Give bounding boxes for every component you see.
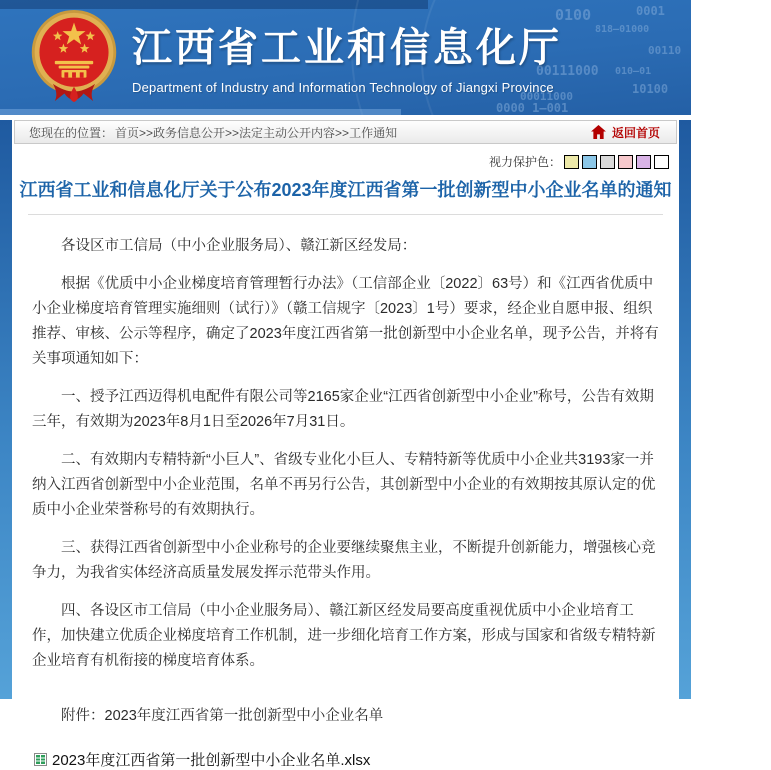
national-emblem-icon [26, 8, 122, 106]
page-title: 江西省工业和信息化厅关于公布2023年度江西省第一批创新型中小企业名单的通知 [19, 180, 672, 200]
item-1-paragraph: 一、授予江西迈得机电配件有限公司等2165家企业“江西省创新型中小企业”称号，公告有效期三年，有效期为2023年8月1日至2026年7月31日。 [32, 389, 654, 430]
vision-swatch-pink[interactable] [618, 155, 633, 169]
return-home-label: 返回首页 [611, 125, 660, 140]
right-border-decoration [679, 120, 691, 699]
decor-digit: 0001 [636, 4, 665, 18]
item-4-paragraph: 四、各设区市工信局（中小企业服务局）、赣江新区经发局要高度重视优质中小企业培育工作，加快建立优质企业梯度培育工作机制，进一步细化培育工作方案，形成与国家和省级专精特新企业培育有机衔接的梯度培育体系。 [32, 603, 656, 669]
decor-digit: 00111000 [536, 64, 599, 79]
vision-swatch-yellow[interactable] [564, 155, 579, 169]
vision-swatch-blue[interactable] [582, 155, 597, 169]
attachment-label: 附件：2023年度江西省第一批创新型中小企业名单 [61, 708, 384, 724]
excel-file-icon [34, 753, 47, 766]
breadcrumb-label: 您现在的位置： [29, 125, 114, 140]
return-home-button[interactable] [591, 124, 660, 141]
decor-digit: 10100 [632, 82, 669, 96]
vision-swatch-gray[interactable] [600, 155, 615, 169]
decor-digit: 818—01000 [595, 24, 650, 35]
intro-paragraph: 根据《优质中小企业梯度培育管理暂行办法》（工信部企业〔2022〕63号）和《江西省优质中小企业梯度培育管理实施细则（试行）》（赣工信规字〔2023〕1号）要求，经企业自愿申报、组织推荐、审核、公示等程序，确定了2023年度江西省第一批创新型中小企业名单，现予公告，并将有关事项通知如下： [32, 276, 659, 367]
left-border-decoration [0, 120, 12, 699]
decor-digit: 0100 [555, 6, 592, 24]
vision-color-label: 视力保护色： [488, 155, 561, 169]
vision-swatch-white[interactable] [654, 155, 669, 169]
content-shell [0, 120, 691, 769]
item-3-paragraph: 三、获得江西省创新型中小企业称号的企业要继续聚焦主业，不断提升创新能力，增强核心竞争力，为我省实体经济高质量发展发挥示范带头作用。 [32, 540, 656, 581]
home-icon [591, 125, 606, 139]
site-title-english: Department of Industry and Information Technology of Jiangxi Province [132, 80, 554, 95]
vision-color-row [0, 144, 691, 170]
site-banner [0, 0, 691, 115]
attachment-link[interactable] [34, 749, 659, 770]
breadcrumb [29, 124, 397, 141]
salutation-paragraph: 各设区市工信局（中小企业服务局）、赣江新区经发局： [61, 238, 417, 254]
vision-swatch-purple[interactable] [636, 155, 651, 169]
breadcrumb-bar [14, 120, 677, 144]
attachment-file-name: 2023年度江西省第一批创新型中小企业名单.xlsx [52, 752, 371, 769]
site-title: 江西省工业和信息化厅 [132, 26, 562, 70]
decor-digit: 00011000 [520, 90, 573, 103]
banner-titles [132, 16, 562, 95]
decor-digit: 0000 1—001 [496, 101, 569, 115]
decor-digit: 010—01 [615, 66, 652, 77]
item-2-paragraph: 二、有效期内专精特新“小巨人”、省级专业化小巨人、专精特新等优质中小企业共3193家一并纳入江西省创新型中小企业范围，名单不再另行公告，其创新型中小企业的有效期按其原认定的优质中小企业荣誉称号的有效期执行。 [32, 452, 656, 518]
breadcrumb-trail[interactable]: 首页>>政务信息公开>>法定主动公开内容>>工作通知 [115, 125, 398, 140]
article-body [0, 215, 691, 770]
decor-digit: 00110 [648, 44, 682, 57]
